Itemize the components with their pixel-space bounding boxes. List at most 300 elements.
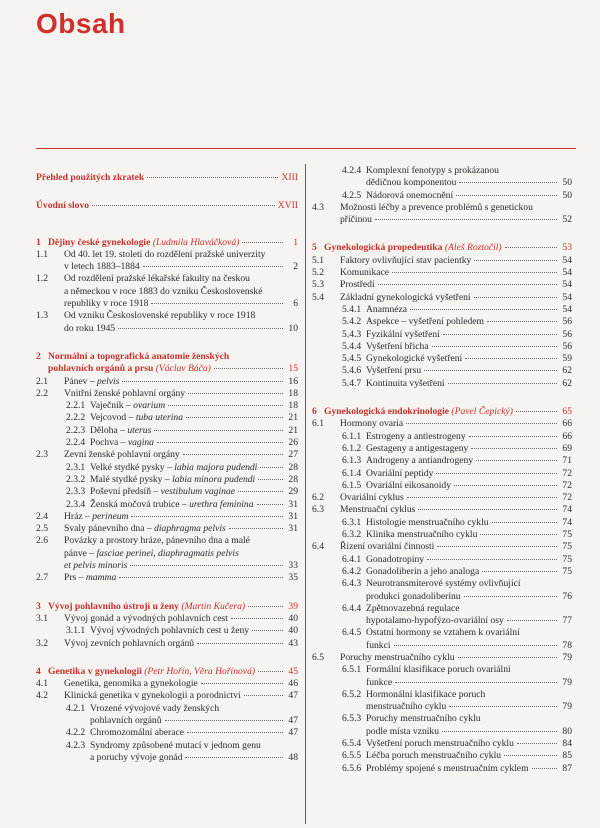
- chapter-author: (Ludmila Hlaváčková): [152, 236, 240, 248]
- entry-number: 2.6: [36, 535, 48, 547]
- entry-page: 26: [288, 437, 298, 449]
- toc-entry[interactable]: [312, 267, 572, 279]
- entry-text: Hráz –: [64, 510, 93, 522]
- toc-chapter-6[interactable]: [312, 406, 572, 418]
- entry-page: 18: [288, 400, 298, 412]
- entry-text: Vnitřní ženské pohlavní orgány: [64, 387, 186, 399]
- entry-text: Hormony ovaria: [340, 418, 404, 430]
- toc-entry[interactable]: [312, 480, 572, 492]
- toc-entry[interactable]: [312, 492, 572, 504]
- entry-page: 80: [562, 725, 572, 737]
- entry-text: menstruačního cyklu: [366, 701, 447, 713]
- entry-text: Vývoj gonád a vývodných pohlavních cest: [64, 612, 228, 624]
- entry-text: Zevní ženské pohlavní orgány: [64, 449, 180, 461]
- entry-page: 28: [288, 461, 298, 473]
- toc-entry[interactable]: [36, 273, 298, 310]
- toc-right-column: [312, 165, 572, 775]
- entry-number: 2.2.1: [66, 400, 86, 412]
- entry-page: 71: [562, 455, 572, 467]
- toc-entry[interactable]: [312, 341, 572, 353]
- entry-page: 35: [288, 572, 298, 584]
- entry-text: Poševní předsíň –: [90, 486, 161, 498]
- entry-number: 6.5.6: [342, 762, 362, 774]
- entry-page: 29: [288, 486, 298, 498]
- entry-text: Prs –: [64, 572, 86, 584]
- entry-text: Gynekologické vyšetření: [366, 353, 463, 365]
- entry-page: 52: [562, 214, 572, 226]
- entry-page: 6: [293, 298, 298, 310]
- entry-page: 62: [562, 365, 572, 377]
- entry-page: 59: [562, 353, 572, 365]
- entry-number: 4.2.5: [342, 189, 362, 201]
- entry-page: 75: [562, 529, 572, 541]
- chapter-number: 2: [36, 350, 41, 362]
- entry-text: Vývoj zevních pohlavních orgánů: [64, 637, 195, 649]
- entry-text: Nádorová onemocnění: [366, 189, 454, 201]
- entry-page: 47: [288, 714, 298, 726]
- entry-text: Velké stydké pysky –: [90, 461, 175, 473]
- entry-latin: tuba uterina: [135, 412, 183, 424]
- entry-number: 6.5.3: [342, 713, 362, 725]
- entry-text: pánve –: [64, 547, 97, 559]
- toc-entry[interactable]: [36, 249, 298, 274]
- chapter-page: 15: [288, 363, 298, 375]
- entry-text: podle místa vzniku: [366, 725, 440, 737]
- toc-entry[interactable]: [312, 554, 572, 566]
- toc-entry[interactable]: [312, 202, 572, 227]
- entry-page: 31: [288, 498, 298, 510]
- entry-latin: perineum: [92, 510, 129, 522]
- entry-number: 6.4.2: [342, 565, 362, 577]
- entry-text: do roku 1945: [64, 322, 116, 334]
- entry-text: v letech 1883–1884: [64, 261, 140, 273]
- entry-page: 10: [288, 322, 298, 334]
- entry-number: 6.5.4: [342, 738, 362, 750]
- toc-entry[interactable]: [36, 625, 298, 637]
- toc-entry[interactable]: [312, 763, 572, 775]
- toc-chapter-3[interactable]: [36, 601, 298, 613]
- entry-text: Povázky a prostory hráze, pánevního dna a malé: [64, 535, 250, 547]
- toc-entry[interactable]: [36, 437, 298, 449]
- toc-entry[interactable]: [312, 365, 572, 377]
- chapter-title: pohlavních orgánů a prsu: [48, 363, 154, 375]
- entry-text: Genetika, genomika a gynekologie: [64, 678, 198, 690]
- entry-page: 62: [562, 377, 572, 389]
- entry-number: 5.2: [312, 267, 324, 279]
- entry-page: 47: [288, 727, 298, 739]
- entry-number: 2.2.3: [66, 424, 86, 436]
- entry-text: Hormonální klasifikace poruch: [366, 688, 486, 700]
- entry-number: 2.1: [36, 375, 48, 387]
- chapter-number: 6: [312, 406, 317, 418]
- toc-entry[interactable]: [312, 713, 572, 738]
- entry-text: a německou v roce 1883 do vzniku Československé: [64, 285, 263, 297]
- entry-number: 6.1.2: [342, 442, 362, 454]
- entry-text: Komplexní fenotypy s prokázanou: [366, 165, 499, 176]
- toc-entry-text: Přehled použitých zkratek: [36, 172, 145, 183]
- toc-entry-text: Úvodní slovo: [36, 200, 90, 212]
- entry-page: 33: [288, 560, 298, 572]
- entry-number: 5.4.5: [342, 353, 362, 365]
- entry-page: 75: [562, 553, 572, 565]
- entry-page: 77: [562, 615, 572, 627]
- entry-text: Poruchy menstruačního cyklu: [366, 713, 481, 725]
- toc-chapter-5[interactable]: [312, 242, 572, 254]
- entry-page: 54: [562, 291, 572, 303]
- entry-page: 54: [562, 279, 572, 291]
- toc-entry-page: XVII: [277, 200, 298, 212]
- chapter-page: 65: [562, 406, 572, 418]
- entry-text: pohlavních orgánů: [90, 714, 162, 726]
- toc-entry[interactable]: [312, 329, 572, 341]
- entry-number: 4.2.2: [66, 727, 86, 739]
- chapter-number: 4: [36, 665, 41, 677]
- entry-text: Vaječník –: [90, 400, 134, 412]
- entry-number: 6.4.1: [342, 553, 362, 565]
- entry-number: 2.5: [36, 523, 48, 535]
- entry-number: 6.1.5: [342, 479, 362, 491]
- toc-entry[interactable]: [312, 578, 572, 603]
- entry-text: republiky v roce 1918: [64, 298, 149, 310]
- entry-text: Gonadotropiny: [366, 553, 425, 565]
- page-title: Obsah: [36, 8, 126, 39]
- entry-text: Menstruační cyklus: [340, 504, 416, 516]
- toc-entry[interactable]: [36, 613, 298, 625]
- toc-entry[interactable]: [36, 486, 298, 498]
- entry-number: 3.2: [36, 637, 48, 649]
- entry-text: hypotalamo-hypofýzo-ovariální osy: [366, 615, 504, 627]
- column-divider: [305, 164, 306, 824]
- entry-number: 6.5.5: [342, 750, 362, 762]
- entry-number: 2.2.2: [66, 412, 86, 424]
- entry-number: 6.3.2: [342, 529, 362, 541]
- toc-entry[interactable]: [312, 455, 572, 467]
- entry-page: 72: [562, 467, 572, 479]
- entry-number: 6.1.1: [342, 430, 362, 442]
- entry-text: Neurotransmiterové systémy ovlivňující: [366, 578, 521, 590]
- toc-entry[interactable]: [36, 511, 298, 523]
- toc-entry[interactable]: [312, 255, 572, 267]
- entry-page: 56: [562, 316, 572, 328]
- toc-entry[interactable]: [312, 541, 572, 553]
- entry-number: 4.2.4: [342, 165, 362, 176]
- entry-number: 5.1: [312, 254, 324, 266]
- entry-number: 2.3.3: [66, 486, 86, 498]
- toc-entry[interactable]: [312, 689, 572, 714]
- entry-number: 1.2: [36, 273, 48, 285]
- entry-number: 4.3: [312, 201, 324, 213]
- toc-entry-abbreviations[interactable]: [36, 172, 298, 184]
- entry-text: Chromozomální aberace: [90, 727, 185, 739]
- entry-page: 2: [293, 261, 298, 273]
- entry-text: Histologie menstruačního cyklu: [366, 516, 489, 528]
- entry-page: 27: [288, 449, 298, 461]
- entry-text: Základní gynekologická vyšetření: [340, 291, 471, 303]
- toc-entry[interactable]: [312, 603, 572, 628]
- entry-page: 43: [288, 637, 298, 649]
- entry-page: 69: [562, 442, 572, 454]
- toc-entry[interactable]: [312, 664, 572, 689]
- toc-entry[interactable]: [312, 353, 572, 365]
- toc-entry[interactable]: [36, 727, 298, 739]
- entry-number: 6.3.1: [342, 516, 362, 528]
- chapter-page: 1: [293, 236, 298, 248]
- entry-text: Fyzikální vyšetření: [366, 328, 440, 340]
- entry-text: Od 40. let 19. století do rozdělení pražské univerzity: [64, 248, 266, 260]
- entry-text: Kontinuita vyšetření: [366, 377, 445, 389]
- entry-text: Vyšetření poruch menstruačního cyklu: [366, 738, 514, 750]
- toc-entry[interactable]: [312, 190, 572, 202]
- toc-entry[interactable]: [312, 316, 572, 328]
- entry-number: 2.3: [36, 449, 48, 461]
- entry-page: 78: [562, 639, 572, 651]
- entry-page: 66: [562, 418, 572, 430]
- entry-page: 50: [562, 189, 572, 201]
- entry-page: 31: [288, 523, 298, 535]
- entry-text: funkci: [366, 639, 391, 651]
- entry-page: 47: [288, 690, 298, 702]
- entry-number: 4.1: [36, 678, 48, 690]
- entry-text: Klinická genetika v gynekologii a porodnictví: [64, 690, 241, 702]
- toc-entry[interactable]: [312, 292, 572, 304]
- entry-text: Řízení ovariální činnosti: [340, 541, 435, 553]
- entry-number: 3.1.1: [66, 625, 86, 637]
- entry-number: 6.5.2: [342, 688, 362, 700]
- toc-entry[interactable]: [312, 750, 572, 762]
- entry-number: 5.4.1: [342, 303, 362, 315]
- toc-chapter-1[interactable]: [36, 237, 298, 249]
- entry-page: 72: [562, 479, 572, 491]
- entry-text: Klinika menstruačního cyklu: [366, 529, 478, 541]
- entry-page: 21: [288, 424, 298, 436]
- entry-text: Od vzniku Československé republiky v roce 1918: [64, 310, 256, 322]
- entry-text: Zpětnovazebná regulace: [366, 602, 460, 614]
- entry-text: produkci gonadoliberinu: [366, 590, 461, 602]
- entry-text: Děloha –: [90, 424, 128, 436]
- entry-number: 6.5.1: [342, 664, 362, 676]
- toc-entry[interactable]: [36, 572, 298, 584]
- entry-latin: vestibulum vaginae: [160, 486, 235, 498]
- toc-entry[interactable]: [36, 638, 298, 650]
- entry-number: 6.4.5: [342, 627, 362, 639]
- chapter-author: (Pavel Čepický): [451, 406, 513, 418]
- entry-number: 6.4.4: [342, 602, 362, 614]
- entry-number: 5.4: [312, 291, 324, 303]
- entry-text: Androgeny a antiandrogeny: [366, 455, 474, 467]
- entry-number: 5.4.3: [342, 328, 362, 340]
- entry-number: 2.4: [36, 510, 48, 522]
- toc-entry[interactable]: [36, 449, 298, 461]
- chapter-number: 5: [312, 242, 317, 254]
- toc-entry[interactable]: [36, 376, 298, 388]
- entry-number: 4.2.1: [66, 702, 86, 714]
- entry-number: 2.2.4: [66, 437, 86, 449]
- entry-number: 6.1.4: [342, 467, 362, 479]
- toc-entry[interactable]: [312, 627, 572, 652]
- entry-page: 66: [562, 430, 572, 442]
- entry-page: 56: [562, 340, 572, 352]
- chapter-page: 45: [288, 665, 298, 677]
- toc-entry[interactable]: [312, 443, 572, 455]
- entry-number: 2.3.2: [66, 473, 86, 485]
- entry-page: 31: [288, 510, 298, 522]
- entry-page: 54: [562, 303, 572, 315]
- entry-page: 85: [562, 750, 572, 762]
- entry-number: 5.4.6: [342, 365, 362, 377]
- entry-text: funkce: [366, 676, 393, 688]
- entry-text: Od rozdělení pražské lékařské fakulty na českou: [64, 273, 250, 285]
- entry-text: a poruchy vývoje gonád: [90, 751, 183, 763]
- entry-page: 56: [562, 328, 572, 340]
- entry-text: Malé stydké pysky –: [90, 473, 173, 485]
- toc-entry[interactable]: [36, 678, 298, 690]
- toc-entry[interactable]: [312, 529, 572, 541]
- entry-text: Léčba poruch menstruačního cyklu: [366, 750, 502, 762]
- entry-page: 74: [562, 504, 572, 516]
- entry-text: Gonadoliberin a jeho analoga: [366, 565, 480, 577]
- entry-page: 79: [562, 676, 572, 688]
- toc-entry[interactable]: [36, 690, 298, 702]
- entry-text: Anamnéza: [366, 303, 408, 315]
- entry-number: 1.1: [36, 248, 48, 260]
- toc-entry[interactable]: [312, 566, 572, 578]
- toc-entry[interactable]: [36, 412, 298, 424]
- entry-text: Vyšetření prsu: [366, 365, 422, 377]
- entry-number: 4.2.3: [66, 739, 86, 751]
- entry-text: Svaly pánevního dna –: [64, 523, 155, 535]
- entry-number: 5.4.2: [342, 316, 362, 328]
- entry-text: Ženská močová trubice –: [90, 498, 190, 510]
- toc-entry[interactable]: [312, 652, 572, 664]
- toc-entry[interactable]: [312, 279, 572, 291]
- toc-entry-foreword[interactable]: [36, 200, 298, 212]
- toc-chapter-4[interactable]: [36, 666, 298, 678]
- entry-number: 5.4.7: [342, 377, 362, 389]
- entry-page: 79: [562, 701, 572, 713]
- toc-entry[interactable]: [312, 418, 572, 430]
- toc-left-column: [36, 172, 298, 764]
- entry-text: Ostatní hormony se vztahem k ovariální: [366, 627, 520, 639]
- toc-entry[interactable]: [36, 535, 298, 572]
- entry-text: Možnosti léčby a prevence problémů s genetickou: [340, 201, 533, 213]
- toc-entry[interactable]: [312, 738, 572, 750]
- entry-number: 3.1: [36, 612, 48, 624]
- chapter-page: 39: [288, 600, 298, 612]
- toc-entry[interactable]: [36, 740, 298, 765]
- entry-number: 6.4.3: [342, 578, 362, 590]
- chapter-title: Gynekologická endokrinologie: [324, 406, 449, 418]
- entry-number: 6.4: [312, 541, 324, 553]
- entry-latin: uterus: [127, 424, 152, 436]
- entry-page: 40: [288, 625, 298, 637]
- toc-entry[interactable]: [36, 703, 298, 728]
- entry-page: 87: [562, 762, 572, 774]
- entry-text: Formální klasifikace poruch ovariální: [366, 664, 511, 676]
- entry-text: Poruchy menstruačního cyklu: [340, 651, 455, 663]
- toc-entry[interactable]: [36, 310, 298, 335]
- entry-number: 6.2: [312, 492, 324, 504]
- entry-number: 5.4.4: [342, 340, 362, 352]
- chapter-author: (Václav Báča): [155, 363, 211, 375]
- entry-number: 6.3: [312, 504, 324, 516]
- chapter-title: Normální a topografická anatomie ženských: [48, 350, 230, 362]
- entry-page: 18: [288, 387, 298, 399]
- entry-page: 54: [562, 267, 572, 279]
- entry-latin: diaphragma pelvis: [154, 523, 226, 535]
- entry-page: 76: [562, 590, 572, 602]
- entry-page: 28: [288, 473, 298, 485]
- entry-page: 79: [562, 651, 572, 663]
- chapter-number: 3: [36, 600, 41, 612]
- toc-entry[interactable]: [312, 517, 572, 529]
- title-rule: [36, 148, 576, 149]
- chapter-title: Genetika v gynekologii: [48, 665, 142, 677]
- toc-chapter-2[interactable]: [36, 351, 298, 376]
- entry-text: Pochva –: [90, 437, 128, 449]
- entry-text: Vývoj vývodných pohlavních cest u ženy: [90, 625, 250, 637]
- toc-entry[interactable]: [312, 468, 572, 480]
- entry-number: 2.3.4: [66, 498, 86, 510]
- toc-entry[interactable]: [36, 425, 298, 437]
- entry-text: dědičnou komponentou: [366, 177, 457, 189]
- toc-entry[interactable]: [312, 304, 572, 316]
- entry-latin: labia majora pudendi: [174, 461, 258, 473]
- chapter-title: Dějiny české gynekologie: [48, 236, 151, 248]
- toc-entry[interactable]: [312, 431, 572, 443]
- entry-page: 72: [562, 492, 572, 504]
- entry-text: Aspekce – vyšetření pohledem: [366, 316, 485, 328]
- entry-page: 54: [562, 254, 572, 266]
- toc-entry[interactable]: [36, 474, 298, 486]
- entry-text: Estrogeny a antiestrogeny: [366, 430, 466, 442]
- entry-page: 48: [288, 751, 298, 763]
- chapter-page: 53: [562, 242, 572, 254]
- entry-page: 21: [288, 412, 298, 424]
- entry-text: Vyšetření břicha: [366, 340, 429, 352]
- entry-latin: ovarium: [133, 400, 166, 412]
- entry-text: příčinou: [340, 214, 372, 226]
- chapter-number: 1: [36, 236, 41, 248]
- chapter-author: (Petr Hořín, Věra Hořínová): [144, 665, 256, 677]
- toc-entry[interactable]: [36, 462, 298, 474]
- toc-entry[interactable]: [36, 388, 298, 400]
- toc-entry[interactable]: [36, 400, 298, 412]
- toc-entry[interactable]: [36, 523, 298, 535]
- entry-page: 74: [562, 516, 572, 528]
- entry-latin: fasciae perinei, diaphragmatis pelvis: [96, 547, 239, 559]
- entry-number: 6.1: [312, 418, 324, 430]
- chapter-title: Vývoj pohlavního ústrojí u ženy: [48, 600, 179, 612]
- toc-entry[interactable]: [312, 165, 572, 190]
- entry-page: 40: [288, 612, 298, 624]
- entry-text: Vrozené vývojové vady ženských: [90, 702, 220, 714]
- toc-entry-page: XIII: [281, 172, 298, 183]
- toc-entry[interactable]: [312, 504, 572, 516]
- entry-latin: mamma: [85, 572, 117, 584]
- toc-entry[interactable]: [312, 378, 572, 390]
- entry-text: Problémy spojené s menstruačním cyklem: [366, 762, 529, 774]
- entry-page: 75: [562, 541, 572, 553]
- entry-number: 1.3: [36, 310, 48, 322]
- chapter-author: (Martin Kučera): [181, 600, 246, 612]
- entry-number: 2.2: [36, 387, 48, 399]
- entry-text: Ovariální peptidy: [366, 467, 434, 479]
- entry-text: Ovariální cyklus: [340, 492, 404, 504]
- toc-entry[interactable]: [36, 499, 298, 511]
- chapter-title: Gynekologická propedeutika: [324, 242, 443, 254]
- entry-latin: vagina: [127, 437, 154, 449]
- entry-latin: urethra feminina: [189, 498, 254, 510]
